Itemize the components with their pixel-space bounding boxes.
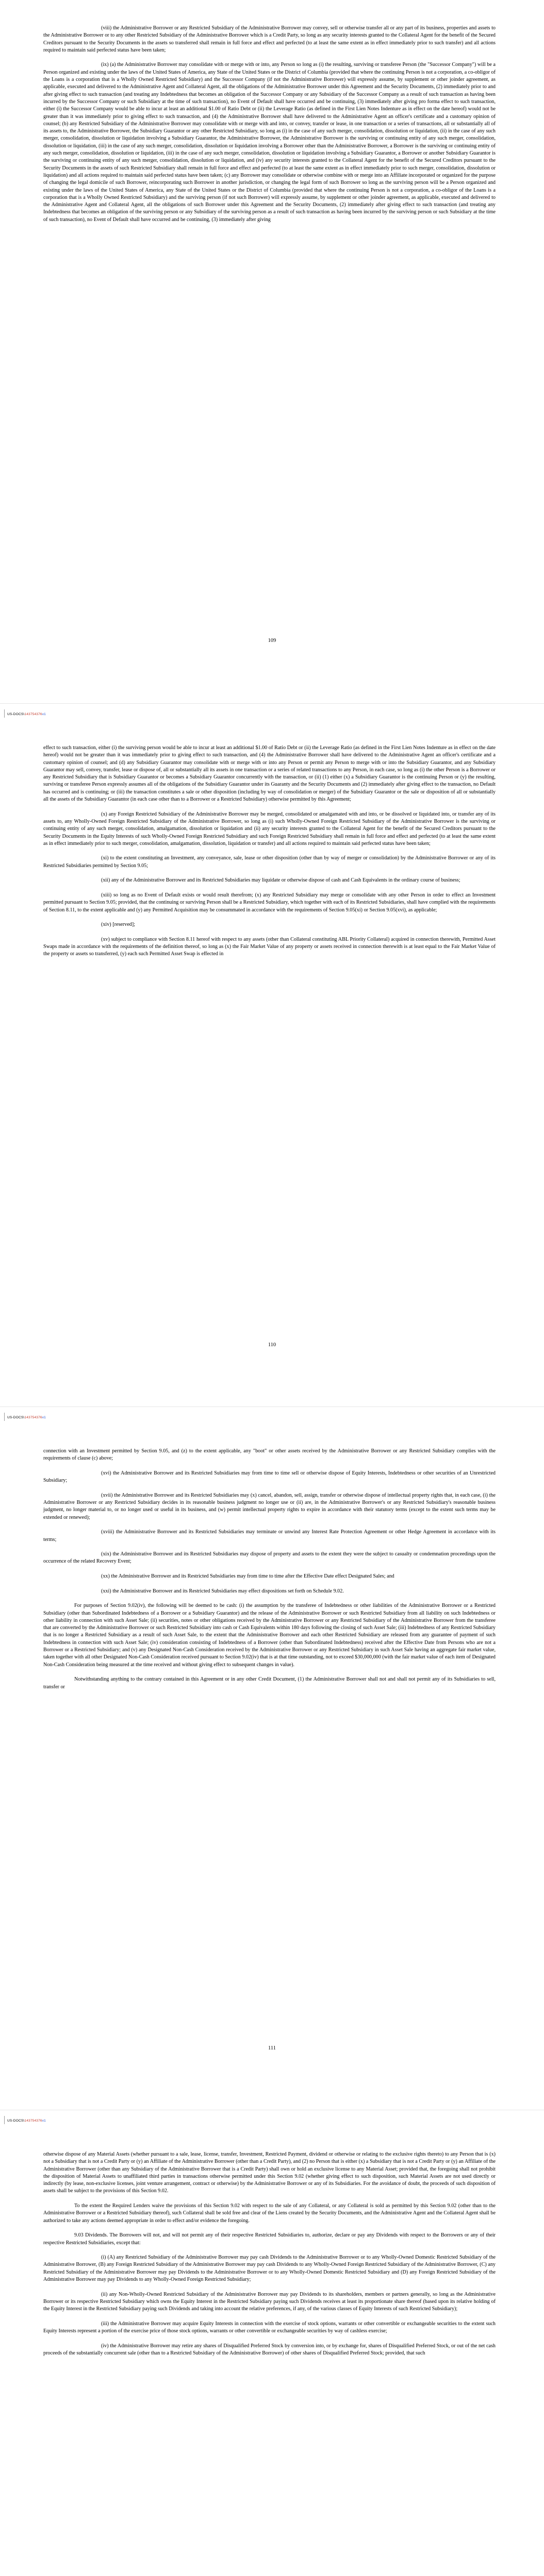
- paragraph: (xx) the Administrative Borrower and its Restricted Subsidiaries may from time to time after the Effective Date effect Designated Sales; and: [101, 1573, 394, 1580]
- paragraph: (xv) subject to compliance with Section 8.11 hereof with respect to any assets (other than Collateral constituting ABL Priority Collateral) acquired in connection therewith, Permitted Asset Swaps made in accordance with the requirements of the definition thereof, so long as (x) the Fair Market Value of any property or assets received in connection therewith is at least equal to the Fair Market Value of the property or assets so transferred, (y) each such Permitted Asset Swap is effected in: [43, 936, 496, 957]
- paragraph: effect to such transaction, either (i) the surviving person would be able to incur at least an additional $1.00 of Ratio Debt or (ii) the Leverage Ratio (as defined in the First Lien Notes Indenture as in effect on the date hereof) would not be greater than it was immediately prior to giving effect to such transaction, and (4) the Administrative Borrower shall have delivered to the Administrative Agent an officer's certificate and a customary opinion of counsel; and (d) any Subsidiary Guarantor may consolidate with or merge with or into any Person or permit any Person to merge with or into the Subsidiary Guarantor, and any Subsidiary Guarantor may sell, convey, transfer, lease or dispose of, all or substantially all its assets in one transaction or a series of related transactions to any Person, in each case, so long as (i) the other Person is a Borrower or any Restricted Subsidiary that is Subsidiary Guarantor or becomes a Subsidiary Guarantor concurrently with the transaction, or (ii) (1) either (x) a Subsidiary Guarantor is the continuing Person or (y) the resulting, surviving or transferee Person expressly assumes all of the obligations of the Subsidiary Guarantor under its Guaranty and the Security Documents and (2) immediately after giving effect to the transaction, no Default has occurred and is continuing; or (iii) the transaction constitutes a sale or other disposition (including by way of consolidation or merger) of the Subsidiary Guarantor or the sale or disposition of all or substantially all the assets of the Subsidiary Guarantor (in each case other than to a Borrower or a Restricted Subsidiary) otherwise permitted by this Agreement;: [43, 745, 496, 803]
- paragraph: (xxi) the Administrative Borrower and its Restricted Subsidiaries may effect dispositions set forth on Schedule 9.02.: [101, 1588, 344, 1594]
- footer-version: v1: [42, 1416, 46, 1419]
- paragraph: (xix) the Administrative Borrower and its Restricted Subsidiaries may dispose of property and assets to the extent they were the subject to casualty or condemnation proceedings upon the occurrence of the related Recovery Event;: [43, 1551, 496, 1565]
- footer-id: 143754376: [24, 1416, 42, 1419]
- page-marker: [4, 1413, 5, 1421]
- paragraph: (xvi) the Administrative Borrower and its Restricted Subsidiaries may from time to time sell or otherwise dispose of Equity Interests, Indebtedness or other securities of an Unrestricted Subsidiary;: [43, 1470, 496, 1484]
- document-footer: [7, 713, 46, 716]
- page-110: [0, 703, 544, 1406]
- page-body: [43, 25, 496, 231]
- page-body: [43, 2151, 496, 2365]
- paragraph: (i) (A) any Restricted Subsidiary of the Administrative Borrower may pay cash Dividends to the Administrative Borrower or to any Wholly-Owned Domestic Restricted Subsidiary of the Administrative Borrower, (B) any Foreign Restricted Subsidiary of the Administrative Borrower may pay cash Dividends to any Wholly-Owned Foreign Restricted Subsidiary of the Administrative Borrower, (C) any Restricted Subsidiary of the Administrative Borrower may pay Dividends to the Administrative Borrower or to any Wholly-Owned Domestic Restricted Subsidiary and (D) any Foreign Restricted Subsidiary of the Administrative Borrower may pay Dividends to any Wholly-Owned Foreign Restricted Subsidiary;: [43, 2255, 496, 2283]
- paragraph: To the extent the Required Lenders waive the provisions of this Section 9.02 with respect to the sale of any Collateral, or any Collateral is sold as permitted by this Section 9.02 (other than to the Administrative Borrower or a Restricted Subsidiary thereof), such Collateral shall be sold free and clear of the Liens created by the Security Documents, and the Administrative Agent and the Collateral Agent shall be authorized to take any actions deemed appropriate in order to effect and/or evidence the foregoing.: [43, 2203, 496, 2224]
- footer-doc: US-DOCS\: [7, 2119, 25, 2123]
- footer-version: v1: [42, 713, 46, 716]
- footer-doc: US-DOCS\: [7, 1416, 25, 1419]
- page-body: [43, 1448, 496, 1698]
- paragraph: (xiv) [reserved];: [101, 922, 136, 928]
- paragraph: (x) any Foreign Restricted Subsidiary of the Administrative Borrower may be merged, consolidated or amalgamated with and into, or be dissolved or liquidated into, or transfer any of its assets to, any Wholly-Owned Foreign Restricted Subsidiary of the Administrative Borrower, so long as (i) such Wholly-Owned Foreign Restricted Subsidiary of the Administrative Borrower is the surviving or continuing entity of any such merger, consolidation, amalgamation, dissolution or liquidation and (ii) any security interests granted to the Collateral Agent for the benefit of the Secured Creditors pursuant to the Security Documents in the Equity Interests of such Wholly-Owned Foreign Restricted Subsidiary and such Foreign Restricted Subsidiary shall remain in full force and effect and perfected (to at least the same extent as in effect immediately prior to such merger, consolidation, amalgamation, dissolution, liquidation or transfer) and all actions required to maintain said perfected status have been taken;: [43, 811, 496, 846]
- page-111: [0, 1406, 544, 2110]
- footer-id: 143754376: [24, 2119, 42, 2123]
- paragraph: (ix) (a) the Administrative Borrower may consolidate with or merge with or into, any Person so long as (i) the resulting, surviving or transferee Person (the "Successor Company") will be a Person organized and existing under the laws of the United States of America, any State of the United States or the District of Columbia (provided that where the continuing Person is not a corporation, a co-obligor of the Loans is a corporation that is a Wholly Owned Restricted Subsidiary) and the Successor Company (if not the Administrative Borrower) will expressly assume, by supplement or other joinder agreement, as applicable, executed and delivered to the Administrative Agent and Collateral Agent, all the obligations of the Administrative Borrower under this Agreement and the Security Documents, (2) immediately prior to and after giving effect to such transaction (and treating any Indebtedness that becomes an obligation of the Successor Company or any Subsidiary of the Successor Company as a result of such transaction as having been incurred by the Successor Company or such Subsidiary at the time of such transaction), no Event of Default shall have occurred and be continuing, (3) immediately after giving pro forma effect to such transaction, either (i) the Successor Company would be able to incur at least an additional $1.00 of Ratio Debt or (ii) the Leverage Ratio (as defined in the First Lien Notes Indenture as in effect on the date hereof) would not be greater than it was immediately prior to giving effect to such transaction, and (4) the Administrative Borrower shall have delivered to the Administrative Agent an officer's certificate and a customary opinion of counsel; (b) any Restricted Subsidiary of the Administrative Borrower may consolidate with or merge with and into, or convey, transfer or lease, in one transaction or a series of transactions, all or substantially all of its assets to, the Administrative Borrower, the Subsidiary Guarantor or any other Restricted Subsidiary, so long as (i) in the case of any such merger, consolidation, dissolution or liquidation, (ii) in the case of any such merger, consolidation, dissolution or liquidation involving a Subsidiary Guarantor, the Administrative Borrower, the Administrative Borrower is the surviving or continuing entity of any such merger, consolidation, dissolution or liquidation, (iii) in the case of any such merger, consolidation, dissolution or liquidation involving a Borrower other than the Administrative Borrower, a Borrower is the surviving or continuing entity of any such merger, consolidation, dissolution or liquidation, (iii) in the case of any such merger, consolidation, dissolution or liquidation involving a Subsidiary Guarantor, a Borrower or another Subsidiary Guarantor is the surviving or continuing entity of any such merger, consolidation, dissolution or liquidation, and (iv) any security interests granted to the Collateral Agent for the benefit of the Secured Creditors pursuant to the Security Documents in the assets of such Restricted Subsidiary shall remain in full force and effect and perfected (to at least the same extent as in effect immediately prior to such merger, consolidation, dissolution or liquidation) and all actions required to maintain said perfected status have been taken; (c) any Borrower may consolidate or otherwise combine with or merge into an Affiliate incorporated or organized for the purpose of changing the legal domicile of such Borrower, reincorporating such Borrower in another jurisdiction, or changing the legal form of such Borrower so long as the surviving person will be a Person organized and existing under the laws of the United States of America, any State of the United States or the District of Columbia (provided that where the continuing Person is not a corporation, a co-obligor of the Loans is a corporation that is a Wholly Owned Restricted Subsidiary) and the surviving person (if not such Borrower) will expressly assume, by supplement or other joinder agreement, as applicable, executed and delivered to the Administrative Agent and Collateral Agent, all the obligations of such Borrower under this Agreement and the Security Documents, (2) immediately after giving effect to such transaction (and treating any Indebtedness that becomes an obligation of the surviving person or any Subsidiary of the surviving person as a result of such transaction as having been incurred by the surviving person or such Subsidiary at the time of such transaction), no Event of Default shall have occurred and be continuing, (3) immediately after giving: [43, 62, 496, 223]
- paragraph: Notwithstanding anything to the contrary contained in this Agreement or in any other Credit Document, (1) the Administrative Borrower shall not and shall not permit any of its Subsidiaries to sell, transfer or: [43, 1676, 496, 1690]
- page-109: [0, 0, 544, 703]
- page-marker: [4, 709, 5, 718]
- footer-version: v1: [42, 2119, 46, 2123]
- paragraph: (viii) the Administrative Borrower or any Restricted Subsidiary of the Administrative Borrower may convey, sell or otherwise transfer all or any part of its business, properties and assets to the Administrative Borrower or to any other Restricted Subsidiary of the Administrative Borrower which is a Credit Party, so long as any security interests granted to the Collateral Agent for the benefit of the Secured Creditors pursuant to the Security Documents in the assets so transferred shall remain in full force and effect and perfected (to at least the same extent as in effect immediately prior to such transfer) and all actions required to maintain said perfected status have been taken;: [43, 25, 496, 53]
- paragraph: (xi) to the extent constituting an Investment, any conveyance, sale, lease or other disposition (other than by way of merger or consolidation) by the Administrative Borrower or any of its Restricted Subsidiaries permitted by Section 9.05;: [43, 855, 496, 869]
- paragraph: (iv) the Administrative Borrower may retire any shares of Disqualified Preferred Stock by conversion into, or by exchange for, shares of Disqualified Preferred Stock, or out of the net cash proceeds of the substantially concurrent sale (other than to a Restricted Subsidiary of the Administrative Borrower) of other shares of Disqualified Preferred Stock; provided, that such: [43, 2343, 496, 2357]
- page-divider: [0, 1406, 544, 1407]
- paragraph: (xviii) the Administrative Borrower and its Restricted Subsidiaries may terminate or unwind any Interest Rate Protection Agreement or other Hedge Agreement in accordance with its terms;: [43, 1529, 496, 1543]
- document-footer: [7, 1416, 46, 1419]
- page-number: 110: [268, 1342, 276, 1348]
- document-footer: [7, 2119, 46, 2123]
- paragraph: (xiii) so long as no Event of Default exists or would result therefrom; (x) any Restricted Subsidiary may merge or consolidate with any other Person in order to effect an Investment permitted pursuant to Section 9.05; provided, that the continuing or surviving Person shall be a Restricted Subsidiary, which together with each of its Restricted Subsidiaries, shall have complied with the requirements of Section 8.11, to the extent applicable and (y) any Permitted Acquisition may be consummated in accordance with the requirements of Section 9.05(xi) or Section 9.05(xvi), as applicable;: [43, 892, 496, 913]
- paragraph: connection with an Investment permitted by Section 9.05, and (z) to the extent applicable, any "boot" or other assets received by the Administrative Borrower or any Restricted Subsidiary complies with the requirements of clause (c) above;: [43, 1448, 496, 1462]
- section-heading: 9.03 Dividends. The Borrowers will not, and will not permit any of their respective Restricted Subsidiaries to, authorize, declare or pay any Dividends with respect to the Borrowers or any of their respective Restricted Subsidiaries, except that:: [43, 2232, 496, 2246]
- page-number: 109: [268, 638, 276, 643]
- paragraph: (xii) any of the Administrative Borrower and its Restricted Subsidiaries may liquidate or otherwise dispose of cash and Cash Equivalents in the ordinary course of business;: [101, 877, 460, 884]
- paragraph: For purposes of Section 9.02(iv), the following will be deemed to be cash: (i) the assumption by the transferee of Indebtedness or other liabilities of the Administrative Borrower or a Restricted Subsidiary (other than Subordinated Indebtedness of a Borrower or a Subsidiary Guarantor) and the release of the Administrative Borrower or such Restricted Subsidiary from all liability on such Indebtedness or other liability in connection with such Asset Sale; (ii) securities, notes or other obligations received by the Administrative Borrower or any Restricted Subsidiary of the Administrative Borrower from the transferee that are converted by the Administrative Borrower or such Restricted Subsidiary into cash or Cash Equivalents within 180 days following the closing of such Asset Sale; (iii) Indebtedness of any Restricted Subsidiary that is no longer a Restricted Subsidiary as a result of such Asset Sale, to the extent that the Administrative Borrower and each other Restricted Subsidiary are released from any guarantee of payment of such Indebtedness in connection with such Asset Sale; (iv) consideration consisting of Indebtedness of a Borrower (other than Subordinated Indebtedness) received after the Effective Date from Persons who are not a Borrower or a Restricted Subsidiary; and (v) any Designated Non-Cash Consideration received by the Administrative Borrower or any Restricted Subsidiary in such Asset Sale having an aggregate fair market value, taken together with all other Designated Non-Cash Consideration received pursuant to Section 9.02(iv) that is at that time outstanding, not to exceed $30,000,000 (with the fair market value of each item of Designated Non-Cash Consideration being measured at the time received and without giving effect to subsequent changes in value).: [43, 1603, 496, 1668]
- paragraph: (iii) the Administrative Borrower may acquire Equity Interests in connection with the exercise of stock options, warrants or other convertible or exchangeable securities to the extent such Equity Interests represent a portion of the exercise price of those stock options, warrants or other convertible or exchangeable securities by way of cashless exercise;: [43, 2320, 496, 2334]
- footer-doc: US-DOCS\: [7, 713, 25, 716]
- footer-id: 143754376: [24, 713, 42, 716]
- paragraph: (xvii) the Administrative Borrower and its Restricted Subsidiaries may (x) cancel, abandon, sell, assign, transfer or otherwise dispose of intellectual property rights that, in each case, (i) the Administrative Borrower or any Restricted Subsidiary decides in its reasonable business judgment no longer use or (ii) are, in the Administrative Borrower's or any Restricted Subsidiary's reasonable business judgment, no longer material to, or no longer used or useful in its business, and (w) permit intellectual property rights to expire in accordance with their statutory terms (except to the extent such terms may be extended or renewed);: [43, 1492, 496, 1520]
- page-marker: [4, 2116, 5, 2124]
- page-112: [0, 2110, 544, 2576]
- page-body: [43, 744, 496, 965]
- page-divider: [0, 703, 544, 704]
- paragraph: (ii) any Non-Wholly-Owned Restricted Subsidiary of the Administrative Borrower may pay Dividends to its shareholders, members or partners generally, so long as the Administrative Borrower or its respective Restricted Subsidiary which owns the Equity Interest in the Restricted Subsidiary paying such Dividends receives at least its proportionate share thereof (based upon its relative holding of the Equity Interest in the Restricted Subsidiary paying such Dividends and taking into account the relative preferences, if any, of the various classes of Equity Interests of such Restricted Subsidiary);: [43, 2291, 496, 2312]
- paragraph: otherwise dispose of any Material Assets (whether pursuant to a sale, lease, license, transfer, Investment, Restricted Payment, dividend or otherwise or relating to the exclusive rights thereto) to any Person that is (x) not a Subsidiary that is not a Credit Party or (y) an Affiliate of the Administrative Borrower (other than a Credit Party), and (2) no Person that is either (x) a Subsidiary that is not a Credit Party or (y) an Affiliate of the Administrative Borrower (other than any Subsidiary of the Administrative Borrower that is a Credit Party) shall own or hold an exclusive license to any Material Asset; provided that, the foregoing shall not prohibit the disposition of Material Assets to unaffiliated third parties in transactions otherwise permitted under this Section 9.02 (whether giving effect to such disposition, such Material Assets are not used directly or indirectly (by lease, non-exclusive licenses, joint venture arrangement, contract or otherwise) by the Administrative Borrower or any of its Subsidiaries. For the avoidance of doubt, the proceeds of such disposition of assets shall be subject to the provisions of this Section 9.02.: [43, 2151, 496, 2194]
- page-number: 111: [268, 2045, 276, 2051]
